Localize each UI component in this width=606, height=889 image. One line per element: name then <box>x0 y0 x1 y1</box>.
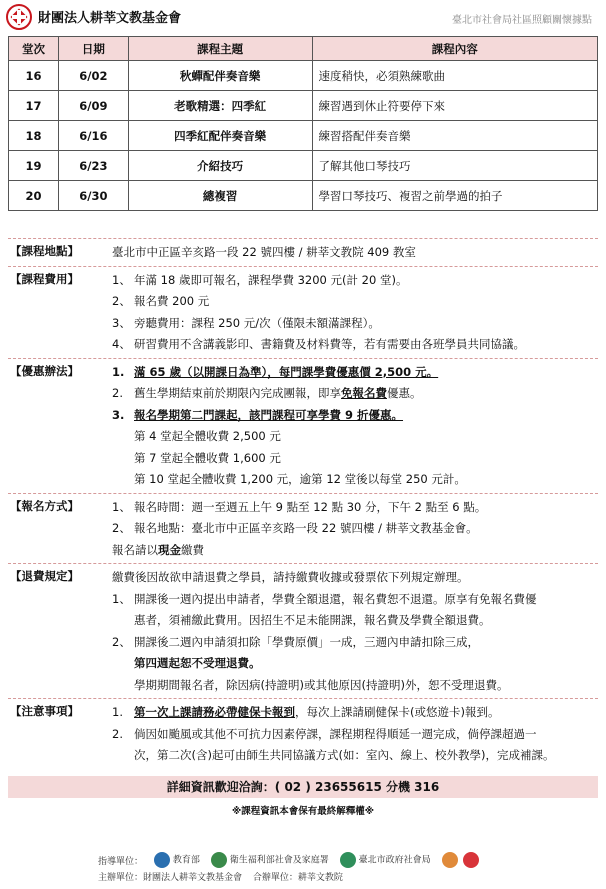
list-item: 2. 舊生學期結束前於期限內完成團報，即享免報名費優惠。 <box>112 386 422 400</box>
list-subitem: 第 4 堂起全體收費 2,500 元 <box>134 429 281 443</box>
refund-intro: 繳費後因故欲申請退費之學員，請持繳費收據或發票依下列規定辦理。 <box>112 570 469 584</box>
table-row <box>9 121 598 151</box>
list-item: 1、 報名時間：週一至週五上午 9 點至 12 點 30 分，下午 2 點至 6 點。 <box>112 499 487 514</box>
contact-banner: 詳細資訊歡迎洽詢：( 02 ) 23655615 分機 316 <box>8 776 598 798</box>
host-label: 主辦單位：財團法人耕莘文教基金會 <box>98 873 243 883</box>
cash-note: 報名請以現金繳費 <box>112 542 204 557</box>
list-item: 1. 第一次上課請務必帶健保卡報到，每次上課請刷健保卡(或悠遊卡)報到。 <box>112 705 500 719</box>
page-header <box>0 0 606 34</box>
mohw-agency: 衛生福利部社會及家庭署 <box>211 852 329 868</box>
list-subitem: 第 10 堂起全體收費 1,200 元，逾第 12 堂後以每堂 250 元計。 <box>134 472 466 486</box>
section-title: 【課程地點】 <box>10 244 79 258</box>
col-header-content: 課程內容 <box>312 37 598 61</box>
list-item-continued: 學期期間報名者，除因病(持證明)或其他原因(持證明)外，恕不受理退費。 <box>134 677 509 692</box>
cell-date: 6/23 <box>58 151 128 181</box>
cell-date: 6/02 <box>58 61 128 91</box>
mohw-seal-icon <box>211 852 227 868</box>
org-name: 財團法人耕莘文教基金會 <box>38 11 182 26</box>
cell-date: 6/16 <box>58 121 128 151</box>
list-item: 1、 年滿 18 歲即可報名，課程學費 3200 元(計 20 堂)。 <box>112 272 408 287</box>
list-subitem: 第 7 堂起全體收費 1,600 元 <box>134 450 281 465</box>
cell-content: 速度稍快，必須熟練歌曲 <box>312 61 598 91</box>
cell-date: 6/30 <box>58 181 128 211</box>
taipei-seal-icon <box>340 852 356 868</box>
list-item: 2、 開課後二週內申請須扣除「學費原價」一成，三週內申請扣除三成， <box>112 634 479 649</box>
section-title: 【注意事項】 <box>10 704 79 718</box>
table-row <box>9 91 598 121</box>
list-item: 1、 開課後一週內提出申請者，學費全額退還，報名費恕不退還。原享有免報名費優 <box>112 591 537 606</box>
cell-topic: 總複習 <box>128 181 312 211</box>
cell-topic: 四季紅配伴奏音樂 <box>128 121 312 151</box>
guide-label: 指導單位： <box>98 856 144 867</box>
taipei-social-bureau: 臺北市政府社會局 <box>340 852 431 868</box>
cell-content: 了解其他口琴技巧 <box>312 151 598 181</box>
cell-content: 練習搭配伴奏音樂 <box>312 121 598 151</box>
rights-notice: ※課程資訊本會保有最終解釋權※ <box>232 806 374 817</box>
location-text: 臺北市中正區辛亥路一段 22 號四樓 / 耕莘文教院 409 教室 <box>112 245 416 259</box>
info-sections <box>8 238 598 769</box>
list-item: 2. 倘因如颱風或其他不可抗力因素停課，課程期程得順延一週完成，倘停課超過一 <box>112 726 537 741</box>
community-care-logo-icon <box>442 852 458 868</box>
discounts-section <box>8 358 598 493</box>
table-row <box>9 181 598 211</box>
cell-topic: 介紹技巧 <box>128 151 312 181</box>
registration-section <box>8 493 598 564</box>
section-title: 【優惠辦法】 <box>10 363 79 378</box>
cell-topic: 老歌精選：四季紅 <box>128 91 312 121</box>
list-item: 1. 滿 65 歲（以開課日為準），每門課學費優惠價 2,500 元。 <box>112 364 439 379</box>
fees-section <box>8 266 598 358</box>
notes-section <box>8 698 598 769</box>
list-item: 2、 報名地點：臺北市中正區辛亥路一段 22 號四樓 / 耕莘文教基金會。 <box>112 521 478 535</box>
col-header-date: 日期 <box>58 37 128 61</box>
cell-content: 學習口琴技巧、複習之前學過的拍子 <box>312 181 598 211</box>
header-subtitle: 臺北市社會局社區照顧關懷據點 <box>452 15 592 26</box>
table-row <box>9 61 598 91</box>
location-section <box>8 238 598 266</box>
foundation-logo-icon <box>6 4 32 30</box>
cell-no: 17 <box>9 91 59 121</box>
edu-ministry: 教育部 <box>154 852 200 868</box>
table-header-row <box>9 37 598 61</box>
heart-logo-icon <box>463 852 479 868</box>
cell-date: 6/09 <box>58 91 128 121</box>
schedule-table <box>8 36 598 211</box>
list-item-continued: 第四週起恕不受理退費。 <box>134 656 261 670</box>
list-item: 3、 旁聽費用：課程 250 元/次（僅限未額滿課程）。 <box>112 315 380 330</box>
cell-content: 練習遇到休止符要停下來 <box>312 91 598 121</box>
list-item-continued: 惠者，須補繳此費用。因招生不足未能開課，報名費及學費全額退費。 <box>134 613 491 627</box>
cell-no: 18 <box>9 121 59 151</box>
section-title: 【退費規定】 <box>10 569 79 583</box>
refund-section <box>8 563 598 698</box>
cell-topic: 秋蟬配伴奏音樂 <box>128 61 312 91</box>
col-header-topic: 課程主題 <box>128 37 312 61</box>
page-footer <box>0 840 606 889</box>
co-host-label: 合辦單位：耕莘文教院 <box>252 873 343 883</box>
cell-no: 20 <box>9 181 59 211</box>
col-header-no: 堂次 <box>9 37 59 61</box>
list-item: 4、 研習費用不含講義影印、書籍費及材料費等，若有需要由各班學員共同協議。 <box>112 337 525 351</box>
list-item: 3. 報名學期第二門課起，該門課程可享學費 9 折優惠。 <box>112 407 404 422</box>
edu-seal-icon <box>154 852 170 868</box>
list-item-continued: 次，第二次(含)起可由師生共同協議方式(如：室內、線上、校外教學)，完成補課。 <box>134 748 555 762</box>
section-title: 【課程費用】 <box>10 271 79 286</box>
section-title: 【報名方式】 <box>10 498 79 513</box>
list-item: 2、 報名費 200 元 <box>112 294 210 308</box>
cell-no: 16 <box>9 61 59 91</box>
cell-no: 19 <box>9 151 59 181</box>
table-row <box>9 151 598 181</box>
